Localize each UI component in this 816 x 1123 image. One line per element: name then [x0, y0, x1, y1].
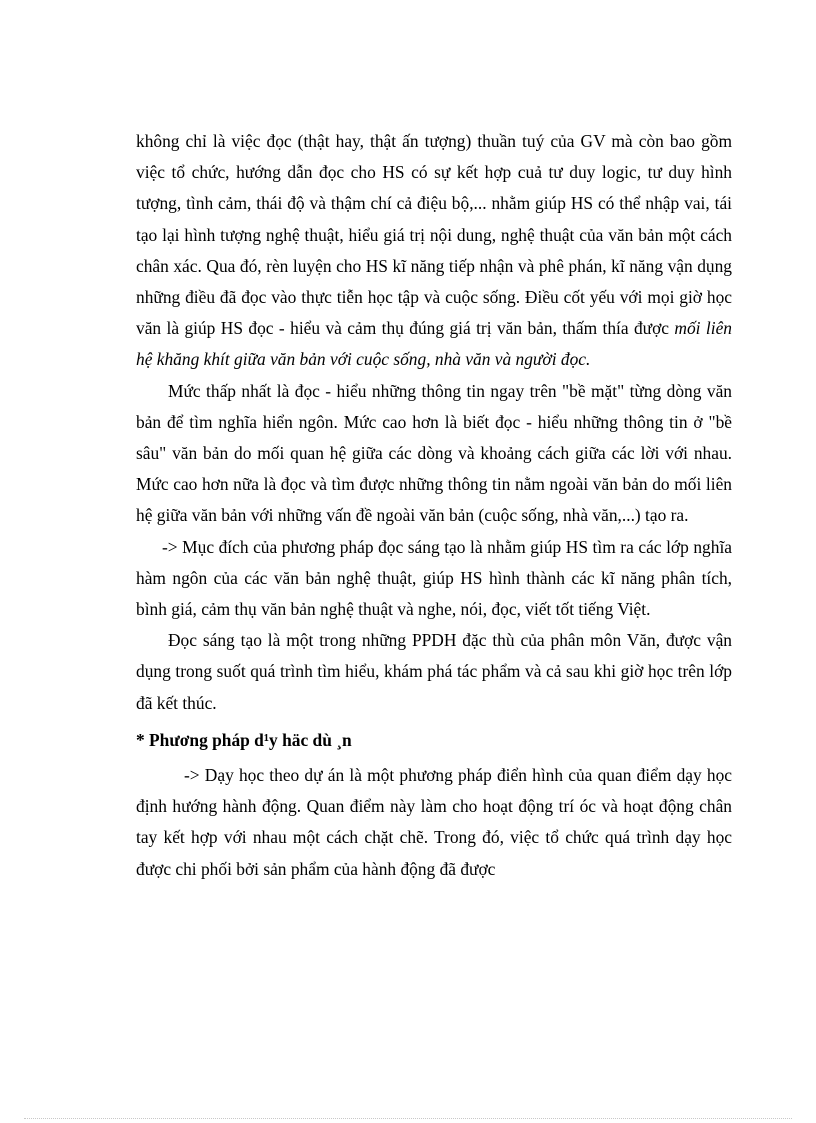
paragraph-reading-levels: Mức thấp nhất là đọc - hiểu những thông tin ngay trên "bề mặt" từng dòng văn bản để tìm nghĩa hiển ngôn. Mức cao hơn là biết đọc - hiểu những thông tin ở "bề sâu" văn bản do mối quan hệ giữa các dòng và khoảng cách giữa các lời với nhau. Mức cao hơn nữa là đọc và tìm được những thông tin nằm ngoài văn bản do mối liên hệ giữa văn bản với những vấn đề ngoài văn bản (cuộc sống, nhà văn,...) tạo ra.	[136, 380, 732, 526]
paragraph-reading-summary: Đọc sáng tạo là một trong những PPDH đặc thù của phân môn Văn, được vận dụng trong suốt quá trình tìm hiểu, khám phá tác phẩm và cả sau khi giờ học trên lớp đã kết thúc.	[136, 630, 732, 713]
paragraph-reading-method	[136, 126, 732, 376]
paragraph-reading-purpose: -> Mục đích của phương pháp đọc sáng tạo là nhằm giúp HS tìm ra các lớp nghĩa hàm ngôn của các văn bản nghệ thuật, giúp HS hình thành các kĩ năng phân tích, bình giá, cảm thụ văn bản nghệ thuật và nghe, nói, đọc, viết tốt tiếng Việt.	[136, 536, 732, 620]
paragraph-project-method: -> Dạy học theo dự án là một phương pháp điển hình của quan điểm dạy học định hướng hành động. Quan điểm này làm cho hoạt động trí óc và hoạt động chân tay kết hợp với nhau một cách chặt chẽ. Trong đó, việc tổ chức quá trình dạy học được chi phối bởi sản phẩm của hành động đã được	[136, 765, 732, 879]
page-bottom-divider	[24, 1118, 792, 1119]
document-page	[136, 126, 732, 885]
section-heading-project-method: * Phương pháp d¹y häc dù ¸n	[136, 729, 352, 750]
paragraph-reading-method-italic: mối liên hệ khăng khít giữa văn bản với cuộc sống, nhà văn và người đọc.	[136, 318, 732, 370]
paragraph-reading-method-text: không chỉ là việc đọc (thật hay, thật ấn tượng) thuần tuý của GV mà còn bao gồm việc tổ chức, hướng dẫn đọc cho HS có sự kết hợp cuả tư duy logic, tư duy hình tượng, tình cảm, thái độ và thậm chí cả điệu bộ,... nhằm giúp HS có thể nhập vai, tái tạo lại hình tượng nghệ thuật, hiểu giá trị nội dung, nghệ thuật của văn bản một cách chân xác. Qua đó, rèn luyện cho HS kĩ năng tiếp nhận và phê phán, kĩ năng vận dụng những điều đã đọc vào thực tiễn học tập và cuộc sống. Điều cốt yếu với mọi giờ học văn là giúp HS đọc - hiểu và cảm thụ đúng giá trị văn bản, thấm thía được	[136, 131, 732, 339]
